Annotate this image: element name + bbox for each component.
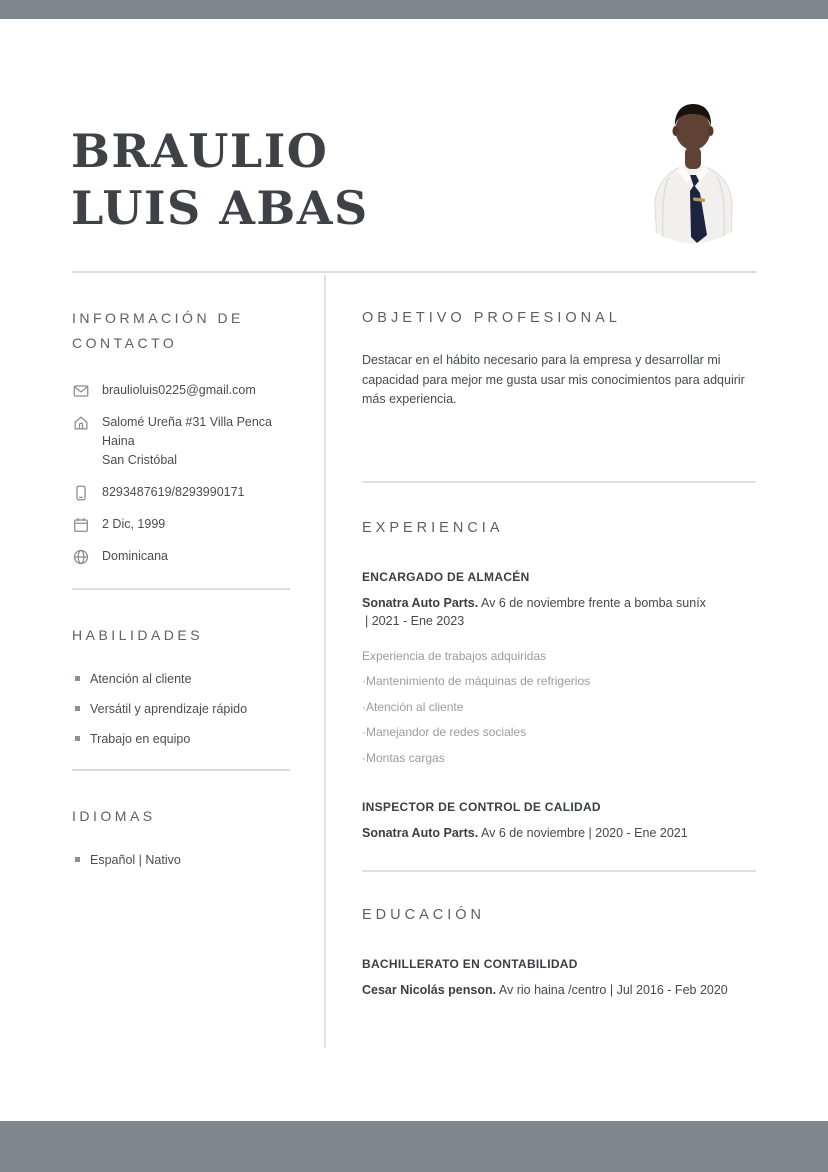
profile-photo xyxy=(647,97,739,243)
phone-icon xyxy=(72,484,90,502)
person-name xyxy=(71,123,491,237)
job-role: INSPECTOR DE CONTROL DE CALIDAD xyxy=(362,800,601,814)
experience-entry-1 xyxy=(362,570,756,772)
objective-text: Destacar en el hábito necesario para la empresa y desarrollar mi capacidad para mejor me gusta usar mis conocimientos para adquirir más experiencia. xyxy=(362,353,745,406)
objective-section-title: OBJETIVO PROFESIONAL xyxy=(362,310,621,326)
skill-item: Versátil y aprendizaje rápido xyxy=(72,700,292,719)
education-dates: | Jul 2016 - Feb 2020 xyxy=(609,983,728,997)
contact-phone-text: 8293487619/8293990171 xyxy=(102,485,245,499)
main-content xyxy=(362,306,756,999)
job-detail-item: ·Mantenimiento de máquinas de refrigerios xyxy=(362,674,591,688)
calendar-icon xyxy=(72,516,90,534)
education-entry-1 xyxy=(362,957,756,999)
contact-section-title: INFORMACIÓN DE CONTACTO xyxy=(72,310,244,351)
job-location: Av 6 de noviembre frente a bomba suníx xyxy=(481,595,706,610)
person-name-line2: LUIS ABAS xyxy=(71,180,369,235)
contact-item-email xyxy=(72,381,292,400)
contact-item-birthdate xyxy=(72,515,292,534)
home-icon xyxy=(72,414,90,432)
skill-item: Atención al cliente xyxy=(72,670,292,689)
languages-section-title: IDIOMAS xyxy=(72,808,156,824)
header-divider xyxy=(72,271,756,273)
job-location: Av 6 de noviembre xyxy=(481,826,586,840)
job-company: Sonatra Auto Parts. xyxy=(362,826,479,840)
job-detail-item: ·Manejandor de redes sociales xyxy=(362,725,527,739)
column-divider xyxy=(324,275,326,1048)
contact-email-text: braulioluis0225@gmail.com xyxy=(102,383,256,397)
skill-item: Trabajo en equipo xyxy=(72,730,292,749)
skills-section-title: HABILIDADES xyxy=(72,627,204,643)
skills-list xyxy=(72,670,292,749)
globe-icon xyxy=(72,548,90,566)
education-school-line xyxy=(362,981,756,999)
job-company: Sonatra Auto Parts. xyxy=(362,595,479,610)
sidebar-divider-2 xyxy=(72,769,290,771)
contact-address-line2: San Cristóbal xyxy=(102,453,178,467)
education-degree: BACHILLERATO EN CONTABILIDAD xyxy=(362,957,578,971)
job-company-line xyxy=(362,594,756,612)
contact-nationality-text: Dominicana xyxy=(102,549,169,563)
contact-address-text xyxy=(102,413,292,470)
job-detail-item: Experiencia de trabajos adquiridas xyxy=(362,648,547,663)
language-item: Español | Nativo xyxy=(72,851,292,870)
job-detail-list xyxy=(362,644,756,772)
job-detail-item: ·Montas cargas xyxy=(362,750,445,765)
person-name-line1: BRAULIO xyxy=(71,123,329,178)
contact-item-nationality xyxy=(72,547,292,566)
experience-section-title: EXPERIENCIA xyxy=(362,519,504,536)
job-role: ENCARGADO DE ALMACÉN xyxy=(362,569,530,584)
job-detail-item: ·Atención al cliente xyxy=(362,699,464,714)
contact-item-phone xyxy=(72,483,292,502)
sidebar xyxy=(72,306,292,881)
job-dates: | 2020 - Ene 2021 xyxy=(588,826,688,840)
main-divider-1 xyxy=(362,481,756,483)
top-accent-bar xyxy=(0,0,828,19)
job-company-line xyxy=(362,824,756,842)
sidebar-divider-1 xyxy=(72,588,290,590)
job-dates: | 2021 - Ene 2023 xyxy=(365,613,465,628)
contact-list xyxy=(72,381,292,566)
contact-address-line1: Salomé Ureña #31 Villa Penca Haina xyxy=(102,415,273,448)
contact-birthdate-text: 2 Dic, 1999 xyxy=(102,517,166,531)
main-divider-2 xyxy=(362,870,756,872)
experience-entry-2 xyxy=(362,800,756,842)
person-avatar-graphic xyxy=(647,97,739,243)
languages-list xyxy=(72,851,292,870)
bottom-accent-bar xyxy=(0,1121,828,1172)
contact-item-address xyxy=(72,413,292,470)
education-section-title: EDUCACIÓN xyxy=(362,907,486,923)
education-school: Cesar Nicolás penson. xyxy=(362,983,497,997)
email-icon xyxy=(72,382,90,400)
education-location: Av rio haina /centro xyxy=(498,983,607,997)
